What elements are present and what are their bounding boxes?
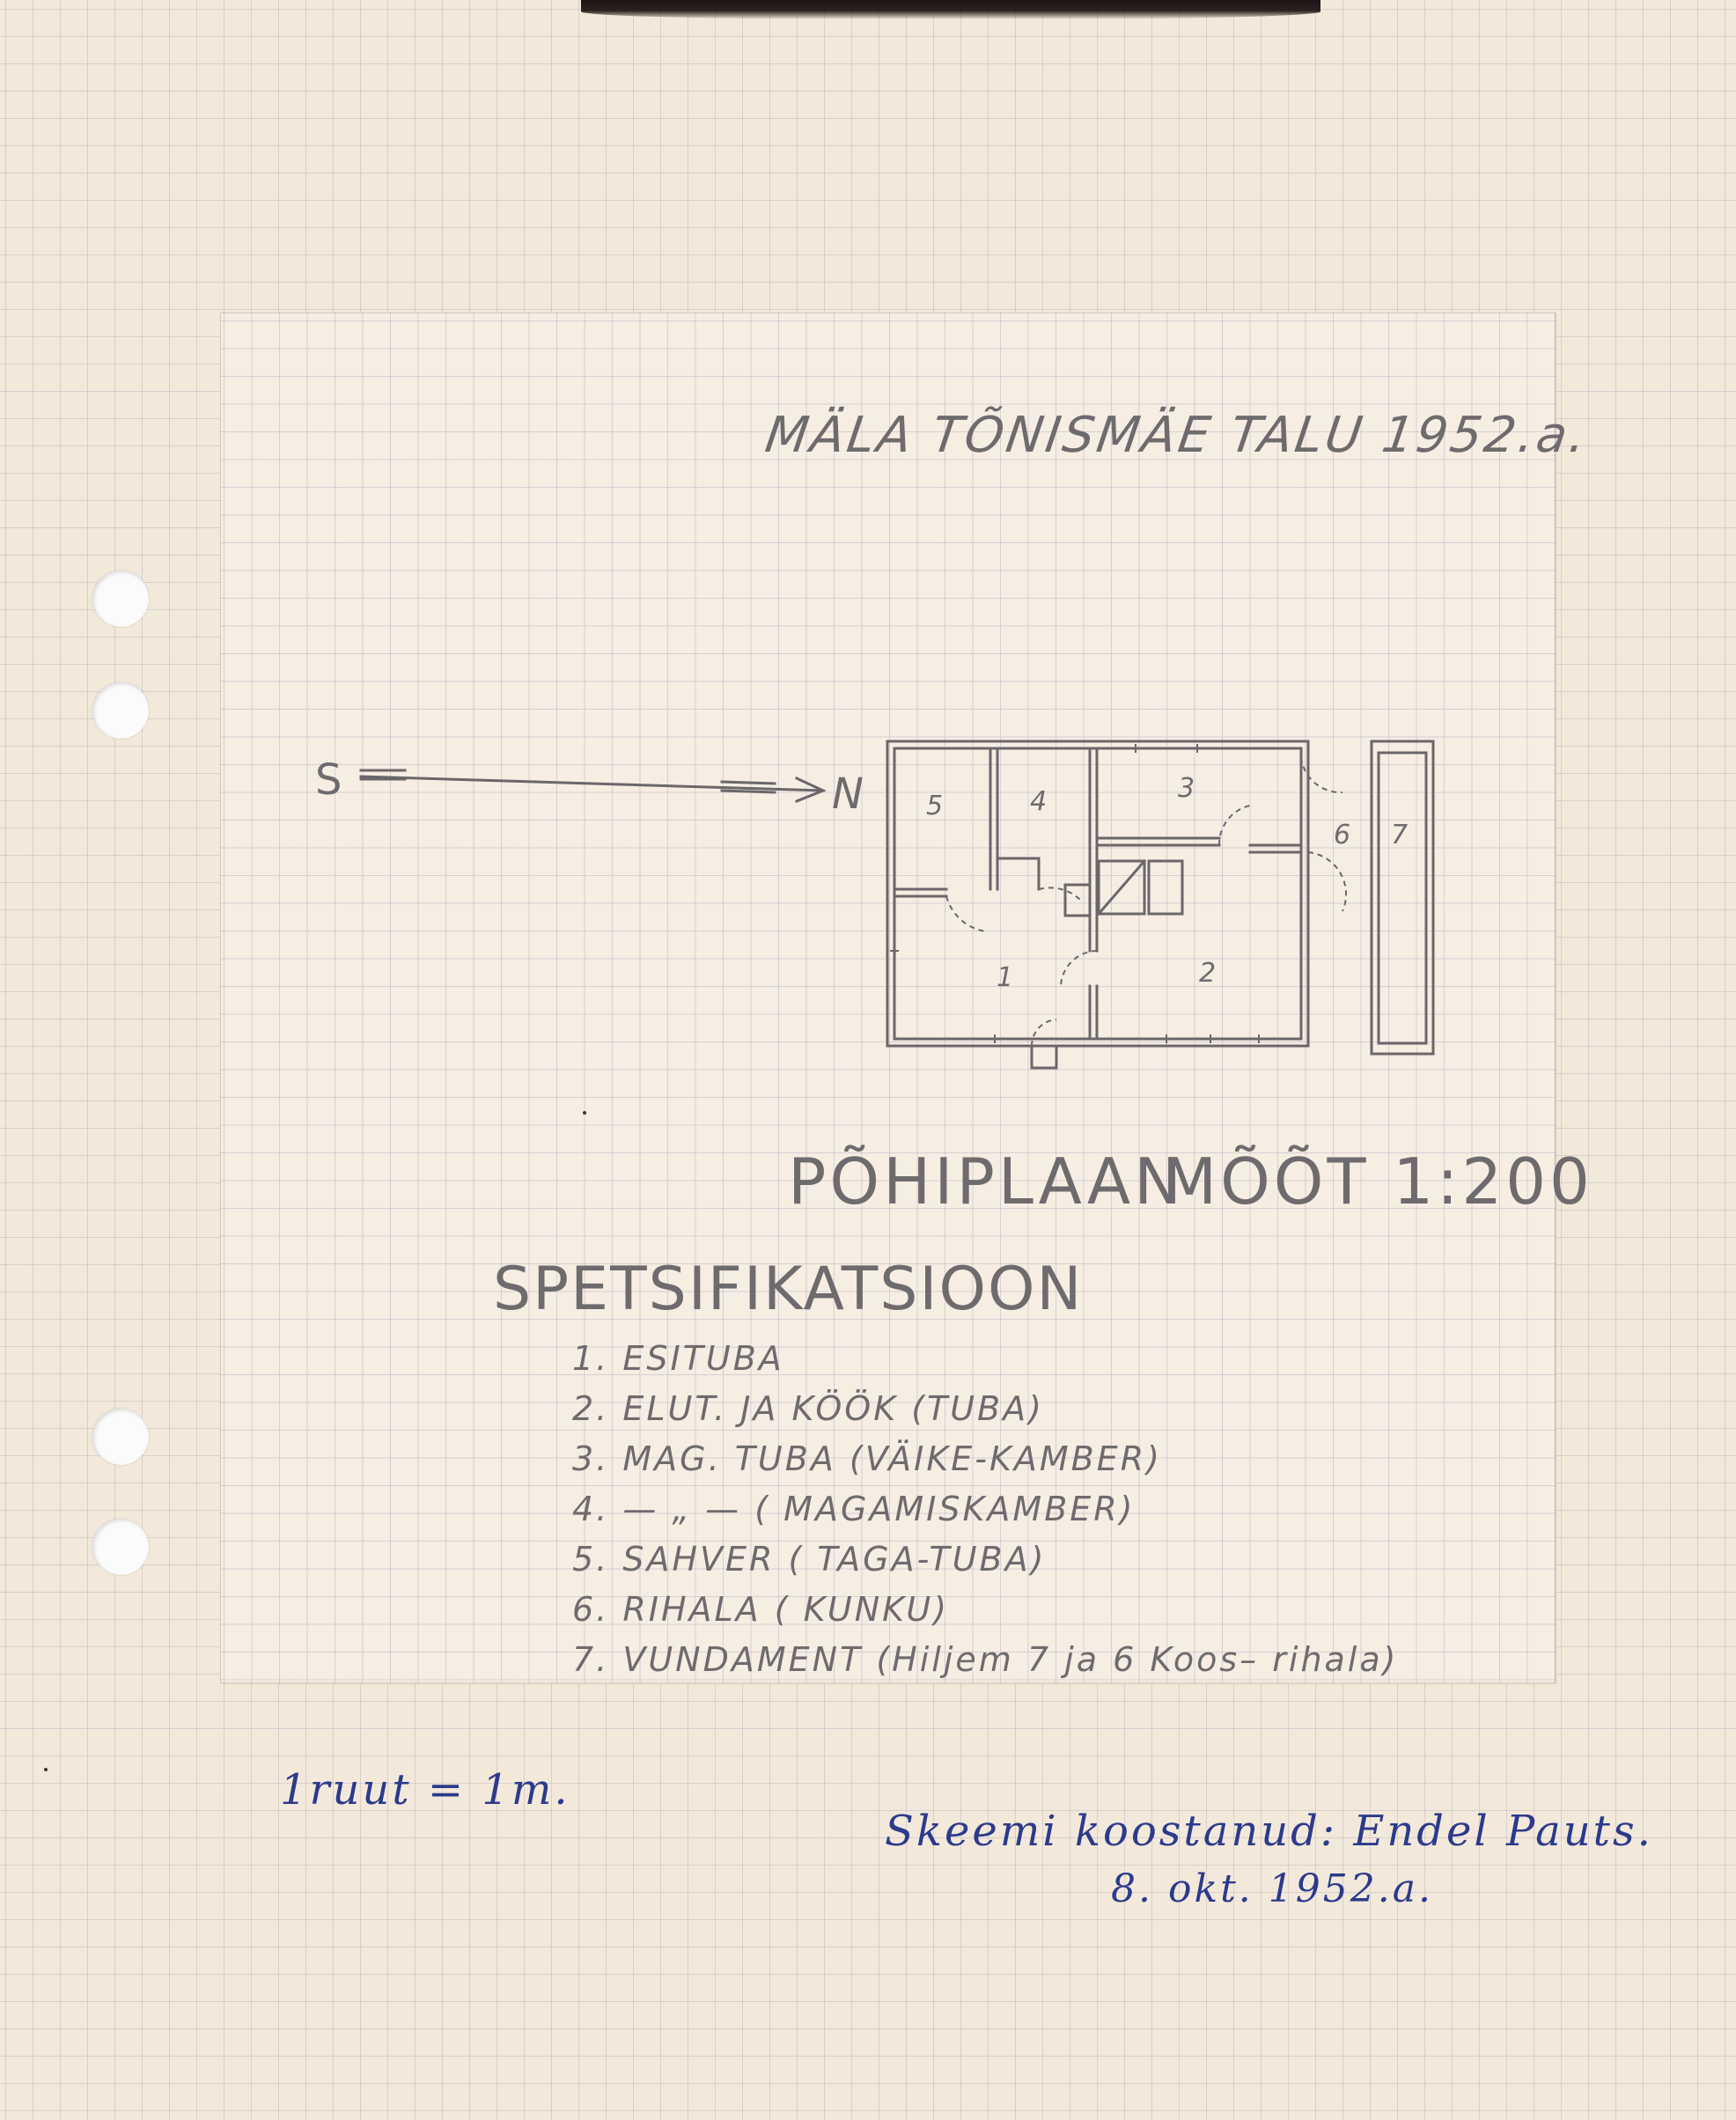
room-3-label: 3 [1178, 773, 1195, 804]
pencil-dot [44, 1768, 48, 1771]
author-credit: Skeemi koostanud: Endel Pauts. [885, 1807, 1653, 1856]
room-1-label: 1 [997, 962, 1014, 993]
punch-hole [92, 570, 149, 627]
spec-item: 6. RIHALA ( KUNKU) [572, 1590, 950, 1629]
grid-scale-note: 1ruut = 1m. [280, 1765, 570, 1815]
punch-hole [92, 1519, 149, 1575]
room-5-label: 5 [926, 791, 944, 821]
pencil-dot [583, 1111, 586, 1115]
page-top-shadow [581, 0, 1320, 19]
room-4-label: 4 [1030, 786, 1048, 817]
spec-item: 1. ESITUBA [572, 1339, 784, 1378]
room-2-label: 2 [1199, 958, 1217, 989]
punch-hole [92, 682, 149, 739]
spec-item: 5. SAHVER ( TAGA-TUBA) [572, 1540, 1047, 1579]
plan-scale: MÕÕT 1:200 [1162, 1145, 1593, 1218]
drawing-date: 8. okt. 1952.a. [1111, 1866, 1433, 1911]
spec-item: 3. MAG. TUBA (VÄIKE-KAMBER) [572, 1439, 1162, 1478]
spec-item: 7. VUNDAMENT (Hiljem 7 ja 6 Koos– rihala) [572, 1640, 1399, 1679]
room-7-label: 7 [1391, 820, 1409, 850]
compass-south-label: S [315, 755, 342, 805]
page-title: MÄLA TÕNISMÄE TALU 1952.a. [761, 407, 1593, 464]
spec-item: 2. ELUT. JA KÖÖK (TUBA) [572, 1389, 1044, 1428]
room-6-label: 6 [1334, 820, 1351, 850]
plan-label: PÕHIPLAAN [788, 1145, 1186, 1218]
compass-north-label: N [832, 769, 864, 819]
punch-hole [92, 1409, 149, 1465]
spec-item: 4. — „ — ( MAGAMISKAMBER) [572, 1490, 1136, 1528]
specification-heading: SPETSIFIKATSIOON [493, 1255, 1084, 1324]
specification-list [572, 1334, 1398, 1685]
